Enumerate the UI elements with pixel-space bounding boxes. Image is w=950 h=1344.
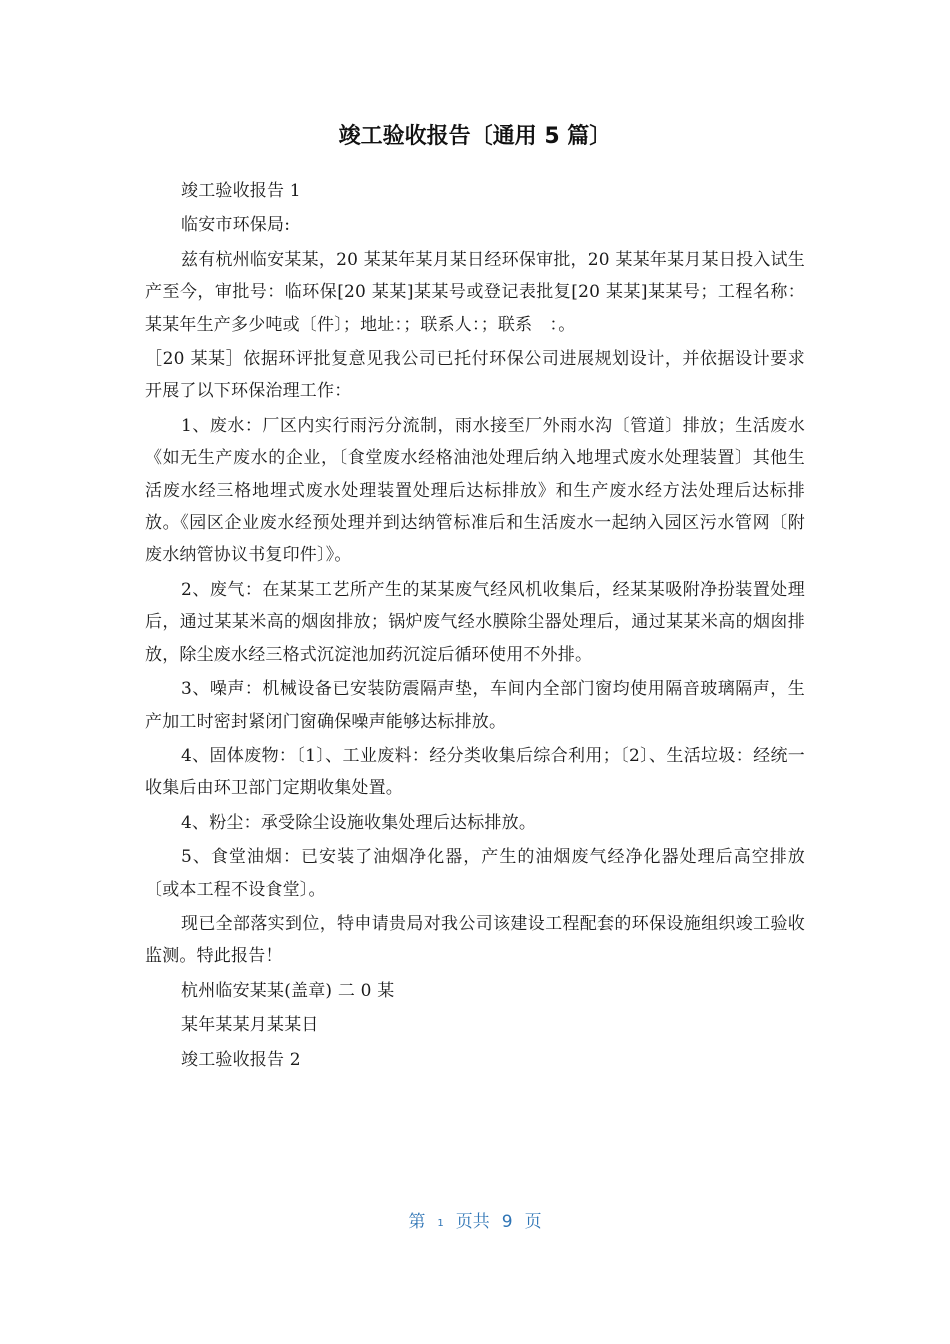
document-body xyxy=(145,175,805,1078)
paragraph-report-heading-1: 竣工验收报告 1 xyxy=(181,181,301,201)
footer-suffix: 页 xyxy=(524,1212,542,1232)
paragraph-signature: 杭州临安某某(盖章) 二 0 某 xyxy=(181,980,395,1001)
footer-middle: 页共 xyxy=(455,1212,490,1232)
footer-prefix: 第 xyxy=(408,1212,426,1232)
footer-current-page: 1 xyxy=(437,1218,444,1229)
paragraph-noise: 3、噪声：机械设备已安装防震隔声垫，车间内全部门窗均使用隔音玻璃隔声，生产加工时密封紧闭门窗确保噪声能够达标排放。 xyxy=(145,679,805,732)
paragraph-addressee: 临安市环保局: xyxy=(181,215,291,236)
paragraph-solid-waste: 4、固体废物：〔1〕、工业废料：经分类收集后综合利用；〔2〕、生活垃圾：经统一收集后由环卫部门定期收集处置。 xyxy=(145,745,805,799)
paragraph-dust: 4、粉尘：承受除尘设施收集处理后达标排放。 xyxy=(181,812,537,833)
footer-total-pages: 9 xyxy=(501,1212,513,1232)
paragraph-exhaust-gas: 2、废气：在某某工艺所产生的某某废气经风机收集后，经某某吸附净扮装置处理后，通过某某米高的烟囱排放；锅炉废气经水膜除尘器处理后，通过某某米高的烟囱排放，除尘废水经三格式沉淀池加药沉淀后循环使用不外排。 xyxy=(145,579,805,665)
paragraph-report-heading-2: 竣工验收报告 2 xyxy=(181,1049,301,1070)
paragraph-date: 某年某某月某某日 xyxy=(181,1015,319,1036)
paragraph-intro: 兹有杭州临安某某，20 某某年某月某日经环保审批，20 某某年某月某日投入试生产至今，审批号：临环保[20 某某]某某号或登记表批复[20 某某]某某号；工程名称：某某年生产多少吨或〔件〕；地址：；联系人：；联系 ：。 xyxy=(145,249,805,335)
paragraph-request: 现已全部落实到位，特申请贵局对我公司该建设工程配套的环保设施组织竣工验收监测。特此报告！ xyxy=(145,913,805,967)
page-footer xyxy=(0,1208,950,1238)
paragraph-wastewater: 1、废水：厂区内实行雨污分流制，雨水接至厂外雨水沟〔管道〕排放；生活废水《如无生产废水的企业，〔食堂废水经格油池处理后纳入地埋式废水处理装置〕其他生活废水经三格地埋式废水处理装置处理后达标排放》和生产废水经方法处理后达标排放。《园区企业废水经预处理并到达纳管标准后和生活废水一起纳入园区污水管网〔附废水纳管协议书复印件〕》。 xyxy=(145,415,805,566)
document-title: 竣工验收报告〔通用 5 篇〕 xyxy=(338,124,612,149)
paragraph-kitchen-fumes: 5、食堂油烟：已安装了油烟净化器，产生的油烟废气经净化器处理后高空排放〔或本工程不设食堂〕。 xyxy=(145,847,805,900)
paragraph-planning: ［20 某某］依据环评批复意见我公司已托付环保公司进展规划设计，并依据设计要求开展了以下环保治理工作： xyxy=(145,349,805,402)
